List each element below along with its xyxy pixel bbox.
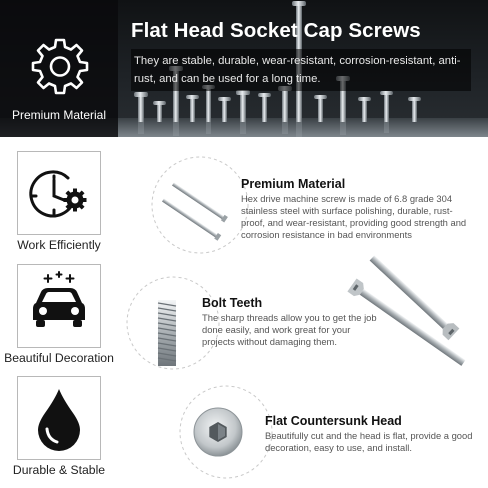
feature-work-efficiently-box: [17, 151, 101, 235]
car-icon: [18, 265, 100, 347]
feature-label: Durable & Stable: [12, 463, 106, 477]
section-title-premium-material: Premium Material: [241, 177, 346, 191]
section-title-flat-countersunk-head: Flat Countersunk Head: [265, 414, 402, 428]
feature-durable-stable-box: [17, 376, 101, 460]
section-body-flat-countersunk-head: Beautifully cut and the head is flat, provide a good decoration, easy to use, and install.: [265, 430, 473, 453]
gear-icon: [30, 36, 90, 96]
badge-label: Premium Material: [11, 108, 107, 122]
section-title-bolt-teeth: Bolt Teeth: [202, 296, 263, 310]
feature-beautiful-decoration-box: [17, 264, 101, 348]
banner-subtitle: They are stable, durable, wear-resistant, corrosion-resistant, anti-rust, and can be used for a long time.: [131, 49, 471, 91]
section-body-bolt-teeth: The sharp threads allow you to get the job done easily, and work great for your projects without damaging them.: [202, 312, 377, 347]
page-title: Flat Head Socket Cap Screws: [131, 19, 421, 42]
hero-banner: [0, 0, 488, 137]
clock-gear-icon: [18, 152, 100, 234]
feature-label: Beautiful Decoration: [4, 351, 114, 365]
water-drop-icon: [18, 377, 100, 459]
premium-material-badge: [0, 0, 118, 137]
section-body-premium-material: Hex drive machine screw is made of 6.8 grade 304 stainless steel with surface polishing, durable, rust-proof, and wear-resistant, providing good strength and corrosion resistance in bad environments: [241, 193, 467, 240]
feature-label: Work Efficiently: [17, 238, 101, 252]
